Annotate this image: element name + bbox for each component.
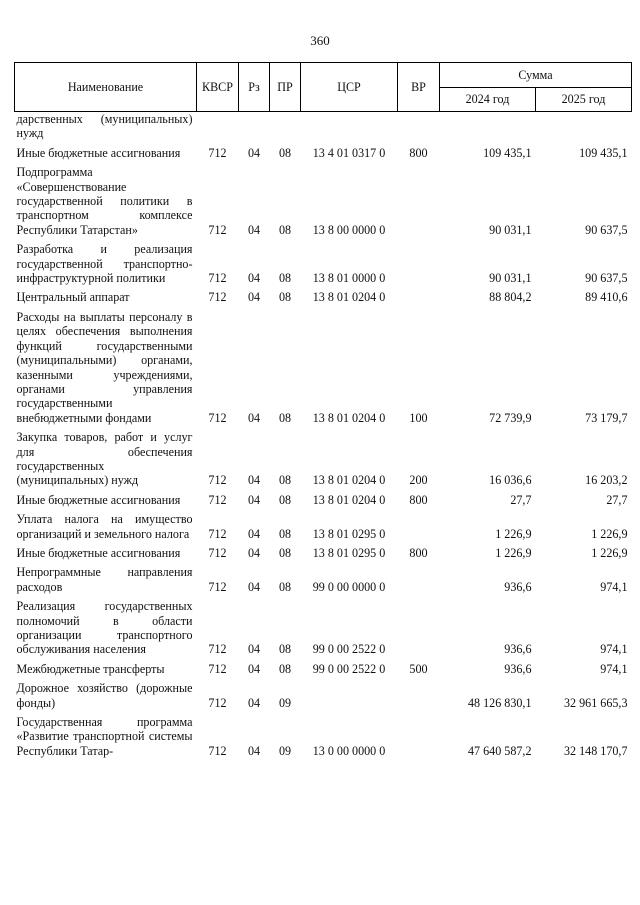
row-name: Государственная программа «Развитие транспортной системы Республики Татар-	[16, 715, 193, 758]
row-sum-2024: 109 435,1	[483, 145, 532, 160]
row-csr: 13 0 00 0000 0	[312, 743, 386, 758]
row-vr: 200	[409, 473, 428, 488]
row-csr	[301, 676, 398, 710]
row-vr: 800	[409, 145, 428, 160]
table-row	[15, 710, 632, 758]
table-row	[15, 560, 632, 594]
row-name: Уплата налога на имущество организаций и земельного налога	[16, 512, 193, 541]
row-kvsr: 712	[208, 642, 227, 657]
row-vr	[398, 112, 440, 141]
row-pr	[270, 112, 301, 141]
row-csr: 13 8 01 0204 0	[312, 492, 386, 507]
table-row	[15, 657, 632, 676]
row-vr: 500	[409, 661, 428, 676]
table-row	[15, 160, 632, 237]
row-kvsr: 712	[208, 526, 227, 541]
table-row	[15, 507, 632, 541]
row-pr: 08	[278, 271, 292, 286]
table-row	[15, 237, 632, 285]
row-rz: 04	[247, 743, 261, 758]
row-rz: 04	[247, 545, 261, 560]
row-pr: 08	[278, 545, 292, 560]
row-name: Подпрограмма «Совершенствование государственной политики в транспортном комплексе Республики Татарстан»	[16, 165, 193, 237]
row-rz: 04	[247, 271, 261, 286]
row-sum-2025: 109 435,1	[579, 145, 628, 160]
row-pr: 09	[278, 695, 292, 710]
row-kvsr: 712	[208, 545, 227, 560]
row-pr: 08	[278, 661, 292, 676]
row-sum-2024: 27,7	[510, 492, 532, 507]
row-kvsr: 712	[208, 410, 227, 425]
row-csr: 13 8 01 0000 0	[312, 271, 386, 286]
budget-table	[14, 62, 632, 758]
row-pr: 09	[278, 743, 292, 758]
row-name: Иные бюджетные ассигнования	[16, 545, 181, 560]
row-csr	[301, 112, 398, 141]
row-sum-2024: 72 739,9	[489, 410, 532, 425]
row-rz	[239, 112, 270, 141]
row-pr: 08	[278, 492, 292, 507]
row-name: Расходы на выплаты персоналу в целях обеспечения выполнения функций государственными (муниципальными) органами, казенными учреждениями, органами управления государственными внебюджетными фондами	[16, 309, 193, 425]
table-row	[15, 594, 632, 657]
row-name: Реализация государственных полномочий в области организации транспортного обслуживания населения	[16, 599, 193, 657]
row-name: Закупка товаров, работ и услуг для обеспечения государственных (муниципальных) нужд	[16, 430, 193, 488]
header-vr: ВР	[398, 63, 440, 112]
row-pr: 08	[278, 473, 292, 488]
row-name: Межбюджетные трансферты	[16, 661, 165, 676]
row-csr: 13 8 01 0295 0	[312, 545, 386, 560]
row-rz: 04	[247, 526, 261, 541]
row-kvsr: 712	[208, 473, 227, 488]
row-pr: 08	[278, 145, 292, 160]
header-rz: Рз	[239, 63, 270, 112]
row-kvsr: 712	[208, 290, 227, 305]
table-row	[15, 425, 632, 488]
row-rz: 04	[247, 290, 261, 305]
row-sum-2024: 1 226,9	[495, 526, 532, 541]
row-sum-2025: 1 226,9	[591, 545, 628, 560]
row-name: Иные бюджетные ассигнования	[16, 145, 181, 160]
row-csr: 13 8 00 0000 0	[312, 222, 386, 237]
row-rz: 04	[247, 222, 261, 237]
row-sum-2024: 936,6	[504, 642, 532, 657]
row-rz: 04	[247, 410, 261, 425]
row-csr: 13 8 01 0204 0	[312, 290, 386, 305]
row-vr	[398, 710, 440, 758]
row-rz: 04	[247, 145, 261, 160]
row-csr: 99 0 00 2522 0	[312, 661, 386, 676]
row-sum-2025: 974,1	[600, 661, 628, 676]
header-csr: ЦСР	[301, 63, 398, 112]
table-row	[15, 305, 632, 425]
row-sum-2025: 90 637,5	[585, 271, 628, 286]
row-vr	[398, 285, 440, 304]
header-name: Наименование	[15, 63, 197, 112]
row-kvsr: 712	[208, 222, 227, 237]
row-name: Разработка и реализация государственной транспортно-инфраструктурной политики	[16, 242, 193, 286]
header-sum: Сумма	[440, 63, 632, 88]
row-sum-2025: 32 148 170,7	[564, 743, 628, 758]
row-vr: 100	[409, 410, 428, 425]
row-sum-2025: 974,1	[600, 579, 628, 594]
row-sum-2025: 32 961 665,3	[564, 695, 628, 710]
row-csr: 99 0 00 0000 0	[312, 579, 386, 594]
row-sum-2025: 89 410,6	[585, 290, 628, 305]
row-sum-2024: 90 031,1	[489, 271, 532, 286]
row-kvsr: 712	[208, 271, 227, 286]
row-kvsr: 712	[208, 695, 227, 710]
row-rz: 04	[247, 695, 261, 710]
row-name: дарственных (муниципальных) нужд	[16, 112, 193, 141]
row-vr	[398, 507, 440, 541]
row-rz: 04	[247, 661, 261, 676]
row-rz: 04	[247, 579, 261, 594]
row-sum-2024	[440, 112, 536, 141]
row-sum-2024: 936,6	[504, 579, 532, 594]
row-sum-2024: 88 804,2	[489, 290, 532, 305]
table-body	[15, 112, 632, 759]
row-sum-2024: 1 226,9	[495, 545, 532, 560]
row-csr: 13 4 01 0317 0	[312, 145, 386, 160]
row-pr: 08	[278, 579, 292, 594]
row-sum-2025: 90 637,5	[585, 222, 628, 237]
row-name: Центральный аппарат	[16, 290, 130, 305]
row-name: Иные бюджетные ассигнования	[16, 492, 181, 507]
table-header	[15, 63, 632, 112]
header-kvsr: КВСР	[197, 63, 239, 112]
row-rz: 04	[247, 642, 261, 657]
row-sum-2025: 73 179,7	[585, 410, 628, 425]
table-row	[15, 541, 632, 560]
row-kvsr	[197, 112, 239, 141]
table-row	[15, 141, 632, 160]
header-year-2024: 2024 год	[440, 88, 536, 112]
row-name: Дорожное хозяйство (дорожные фонды)	[16, 681, 193, 710]
table-row	[15, 285, 632, 304]
row-sum-2024: 16 036,6	[489, 473, 532, 488]
row-sum-2024: 936,6	[504, 661, 532, 676]
row-pr: 08	[278, 642, 292, 657]
row-kvsr: 712	[208, 743, 227, 758]
row-vr: 800	[409, 545, 428, 560]
header-pr: ПР	[270, 63, 301, 112]
row-sum-2025	[536, 112, 632, 141]
row-pr: 08	[278, 222, 292, 237]
table-row	[15, 676, 632, 710]
row-sum-2025: 1 226,9	[591, 526, 628, 541]
page-number: 360	[310, 33, 330, 48]
row-pr: 08	[278, 290, 292, 305]
row-sum-2025: 27,7	[606, 492, 628, 507]
row-kvsr: 712	[208, 145, 227, 160]
row-csr: 13 8 01 0204 0	[312, 410, 386, 425]
row-pr: 08	[278, 410, 292, 425]
row-name: Непрограммные направления расходов	[16, 565, 193, 594]
row-vr	[398, 676, 440, 710]
row-csr: 13 8 01 0204 0	[312, 473, 386, 488]
row-vr: 800	[409, 492, 428, 507]
row-csr: 99 0 00 2522 0	[312, 642, 386, 657]
row-sum-2024: 48 126 830,1	[468, 695, 532, 710]
row-vr	[398, 237, 440, 285]
row-rz: 04	[247, 492, 261, 507]
header-year-2025: 2025 год	[536, 88, 632, 112]
row-kvsr: 712	[208, 492, 227, 507]
row-kvsr: 712	[208, 661, 227, 676]
row-rz: 04	[247, 473, 261, 488]
row-csr: 13 8 01 0295 0	[312, 526, 386, 541]
row-sum-2025: 974,1	[600, 642, 628, 657]
row-pr: 08	[278, 526, 292, 541]
row-vr	[398, 160, 440, 237]
row-vr	[398, 560, 440, 594]
row-sum-2024: 90 031,1	[489, 222, 532, 237]
table-row	[15, 488, 632, 507]
row-sum-2025: 16 203,2	[585, 473, 628, 488]
row-kvsr: 712	[208, 579, 227, 594]
row-vr	[398, 594, 440, 657]
table-row	[15, 112, 632, 141]
row-sum-2024: 47 640 587,2	[468, 743, 532, 758]
